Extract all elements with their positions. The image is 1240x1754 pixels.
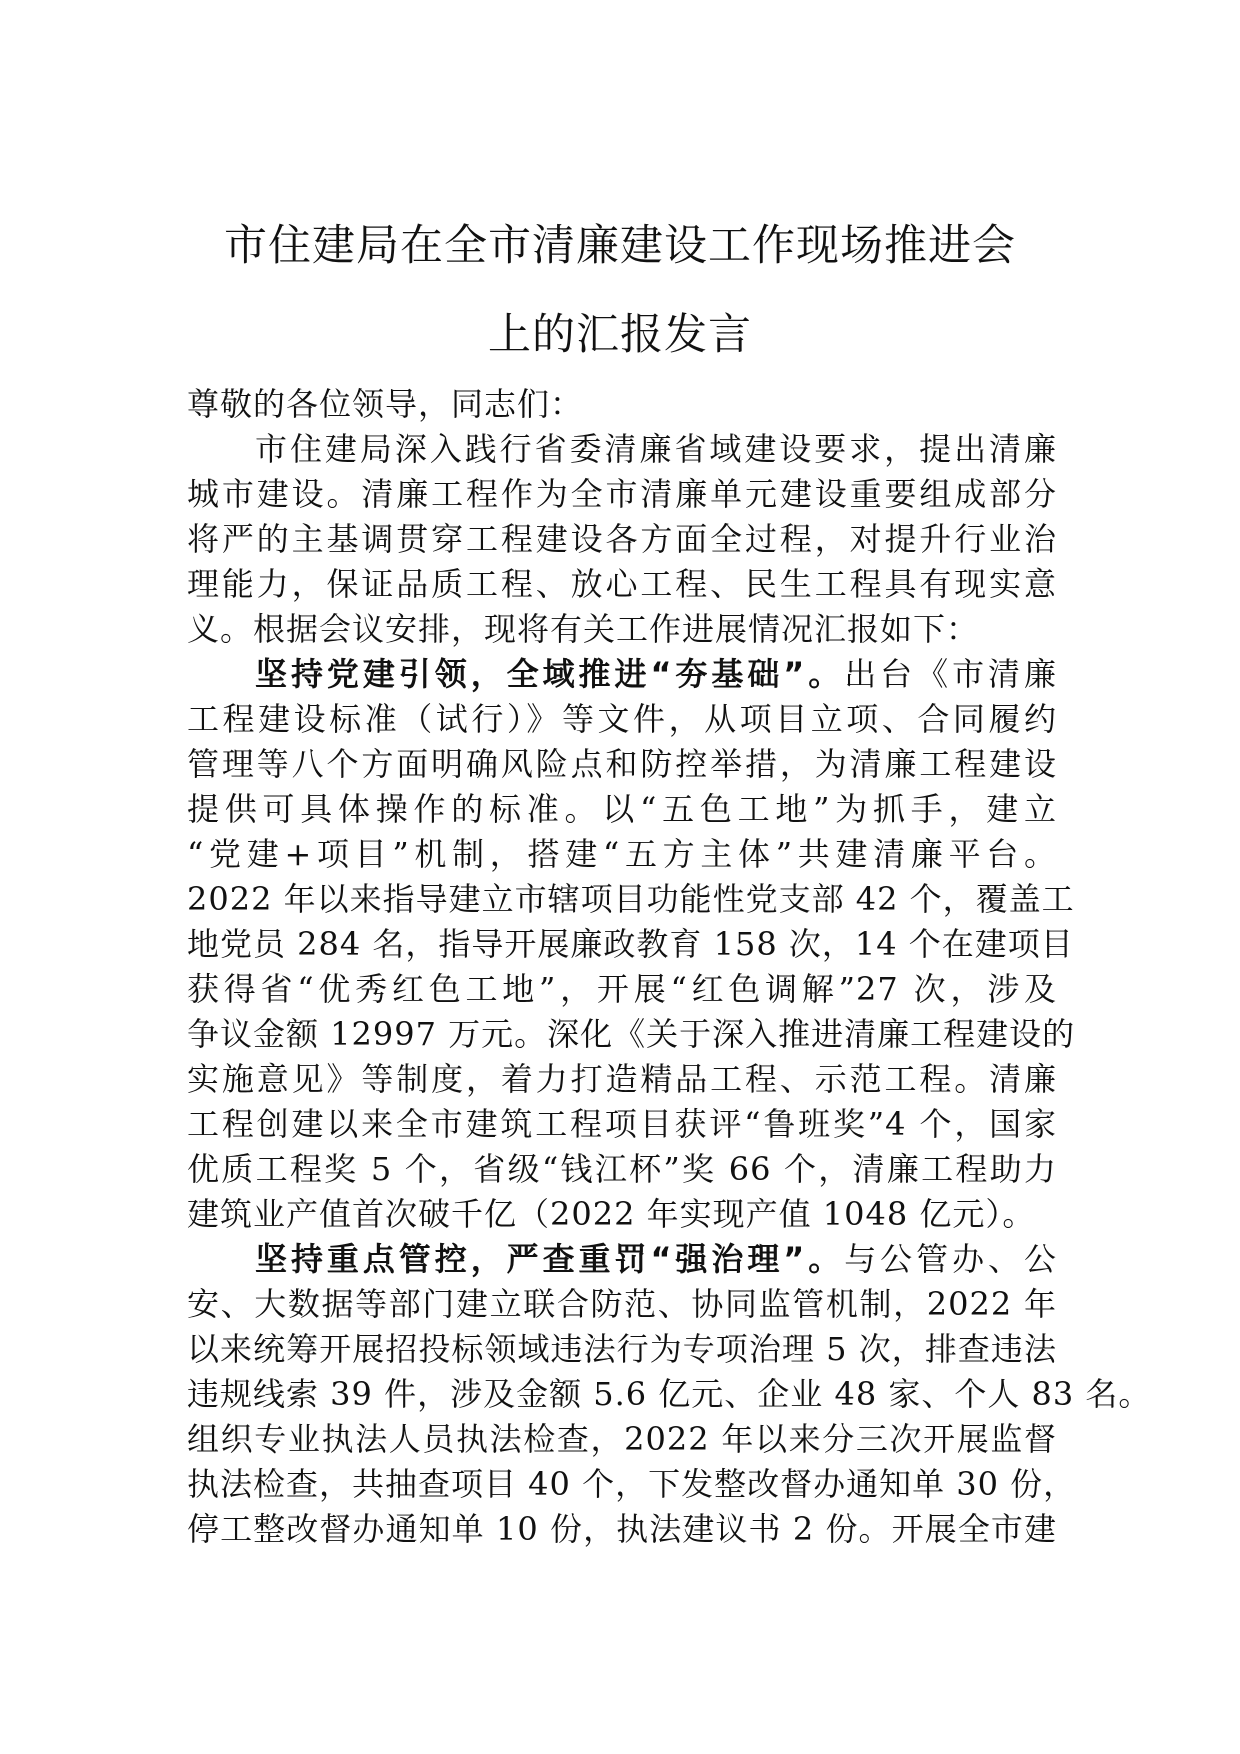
paragraph-line: 城市建设。清廉工程作为全市清廉单元建设重要组成部分: [187, 475, 1057, 513]
paragraph-line: 执法检查，共抽查项目 40 个，下发整改督办通知单 30 份，: [187, 1465, 1077, 1503]
paragraph-line: 违规线索 39 件，涉及金额 5.6 亿元、企业 48 家、个人 83 名。: [187, 1375, 1152, 1413]
paragraph-line: 获得省“优秀红色工地”，开展“红色调解”27 次，涉及: [187, 970, 1057, 1008]
salutation: 尊敬的各位领导，同志们：: [187, 385, 584, 423]
paragraph-line: 以来统筹开展招投标领域违法行为专项治理 5 次，排查违法: [187, 1330, 1057, 1368]
paragraph-line: 提供可具体操作的标准。以“五色工地”为抓手，建立: [187, 790, 1057, 828]
section-heading-line: [255, 652, 1057, 697]
paragraph-line: 安、大数据等部门建立联合防范、协同监管机制，2022 年: [187, 1285, 1057, 1323]
paragraph-line: “党建+项目”机制，搭建“五方主体”共建清廉平台。: [187, 835, 1057, 873]
paragraph-line: 优质工程奖 5 个，省级“钱江杯”奖 66 个，清廉工程助力: [187, 1150, 1057, 1188]
paragraph-line: 实施意见》等制度，着力打造精品工程、示范工程。清廉: [187, 1060, 1057, 1098]
paragraph-line: 工程创建以来全市建筑工程项目获评“鲁班奖”4 个，国家: [187, 1105, 1057, 1143]
paragraph-line: 2022 年以来指导建立市辖项目功能性党支部 42 个，覆盖工: [187, 880, 1075, 918]
paragraph-line: 市住建局深入践行省委清廉省域建设要求，提出清廉: [255, 430, 1057, 468]
document-title-line-1: 市住建局在全市清廉建设工作现场推进会: [224, 221, 1016, 271]
paragraph-line: 建筑业产值首次破千亿（2022 年实现产值 1048 亿元）。: [187, 1195, 1036, 1233]
paragraph-line: 地党员 284 名，指导开展廉政教育 158 次，14 个在建项目: [187, 925, 1074, 963]
section-heading-line: [255, 1237, 1057, 1282]
paragraph-line: 义。根据会议安排，现将有关工作进展情况汇报如下：: [187, 610, 980, 648]
paragraph-line: 停工整改督办通知单 10 份，执法建议书 2 份。开展全市建: [187, 1510, 1057, 1548]
paragraph-line: 理能力，保证品质工程、放心工程、民生工程具有现实意: [187, 565, 1057, 603]
paragraph-line: 争议金额 12997 万元。深化《关于深入推进清廉工程建设的: [187, 1015, 1076, 1053]
section-heading-rest: 出台《市清廉: [844, 655, 1057, 693]
section-heading: 坚持党建引领，全域推进“夯基础”。: [255, 655, 845, 693]
section-heading: 坚持重点管控，严查重罚“强治理”。: [255, 1240, 845, 1278]
section-heading-rest: 与公管办、公: [844, 1240, 1057, 1278]
document-title-line-2: 上的汇报发言: [488, 310, 752, 360]
paragraph-line: 管理等八个方面明确风险点和防控举措，为清廉工程建设: [187, 745, 1057, 783]
paragraph-line: 工程建设标准（试行）》等文件，从项目立项、合同履约: [187, 700, 1057, 738]
paragraph-line: 组织专业执法人员执法检查，2022 年以来分三次开展监督: [187, 1420, 1057, 1458]
paragraph-line: 将严的主基调贯穿工程建设各方面全过程，对提升行业治: [187, 520, 1057, 558]
